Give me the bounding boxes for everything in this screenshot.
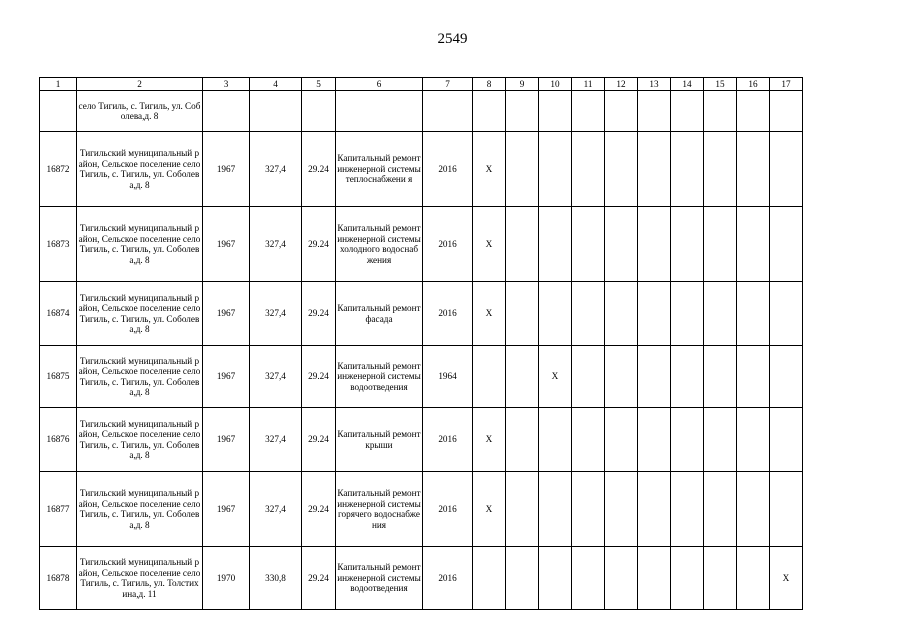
row-number: 16876 [40, 408, 77, 472]
col-header: 9 [506, 78, 539, 91]
work-type: Капитальный ремонт инженерной системы теплоснабжени я [336, 132, 423, 207]
row-number: 16877 [40, 472, 77, 547]
table-row [40, 207, 803, 282]
row-number: 16872 [40, 132, 77, 207]
row-number: 16875 [40, 346, 77, 408]
table-row [40, 132, 803, 207]
build-year: 1967 [203, 472, 250, 547]
page-number: 2549 [437, 31, 468, 47]
table-row [40, 472, 803, 547]
plan-year: 2016 [423, 207, 473, 282]
area-cell: 327,4 [250, 346, 302, 408]
work-type: Капитальный ремонт инженерной системы горячего водоснабжения [336, 472, 423, 547]
address-cell: Тигильский муниципальный район, Сельское поселение село Тигиль, с. Тигиль, ул. Соболева,д. 8 [77, 132, 203, 207]
plan-year: 1964 [423, 346, 473, 408]
build-year: 1967 [203, 207, 250, 282]
row-number: 16873 [40, 207, 77, 282]
mark-col17 [770, 346, 803, 408]
column-number-row [40, 78, 803, 91]
mark-col17: X [770, 547, 803, 610]
col-header: 14 [671, 78, 704, 91]
plan-year: 2016 [423, 408, 473, 472]
mark-col10 [539, 547, 572, 610]
plan-year: 2016 [423, 547, 473, 610]
col-header: 7 [423, 78, 473, 91]
table-row [40, 346, 803, 408]
col-header: 2 [77, 78, 203, 91]
mark-col8: X [473, 207, 506, 282]
col-header: 1 [40, 78, 77, 91]
col-header: 15 [704, 78, 737, 91]
row-number: 16874 [40, 282, 77, 346]
mark-col10 [539, 472, 572, 547]
mark-col17 [770, 132, 803, 207]
address-cell: Тигильский муниципальный район, Сельское поселение село Тигиль, с. Тигиль, ул. Соболева,д. 8 [77, 207, 203, 282]
rate-cell: 29.24 [302, 346, 336, 408]
address-cell: Тигильский муниципальный район, Сельское поселение село Тигиль, с. Тигиль, ул. Соболева,д. 8 [77, 472, 203, 547]
mark-col10 [539, 282, 572, 346]
build-year: 1967 [203, 408, 250, 472]
row-number: 16878 [40, 547, 77, 610]
address-cell: Тигильский муниципальный район, Сельское поселение село Тигиль, с. Тигиль, ул. Соболева,д. 8 [77, 408, 203, 472]
mark-col10 [539, 207, 572, 282]
build-year: 1970 [203, 547, 250, 610]
rate-cell: 29.24 [302, 472, 336, 547]
mark-col17 [770, 472, 803, 547]
mark-col17 [770, 408, 803, 472]
area-cell: 327,4 [250, 132, 302, 207]
area-cell: 327,4 [250, 282, 302, 346]
work-type: Капитальный ремонт инженерной системы водоотведения [336, 346, 423, 408]
mark-col8 [473, 346, 506, 408]
build-year: 1967 [203, 346, 250, 408]
mark-col8: X [473, 132, 506, 207]
address-cell: Тигильский муниципальный район, Сельское поселение село Тигиль, с. Тигиль, ул. Соболева,д. 8 [77, 346, 203, 408]
area-cell: 330,8 [250, 547, 302, 610]
continuation-row [40, 91, 803, 132]
work-type: Капитальный ремонт фасада [336, 282, 423, 346]
rate-cell: 29.24 [302, 132, 336, 207]
col-header: 12 [605, 78, 638, 91]
table-row [40, 547, 803, 610]
plan-year: 2016 [423, 472, 473, 547]
col-header: 6 [336, 78, 423, 91]
area-cell: 327,4 [250, 408, 302, 472]
mark-col10: X [539, 346, 572, 408]
mark-col8: X [473, 472, 506, 547]
col-header: 8 [473, 78, 506, 91]
col-header: 13 [638, 78, 671, 91]
col-header: 10 [539, 78, 572, 91]
col-header: 5 [302, 78, 336, 91]
mark-col10 [539, 408, 572, 472]
address-cell: село Тигиль, с. Тигиль, ул. Соболева,д. 8 [77, 91, 203, 132]
address-cell: Тигильский муниципальный район, Сельское поселение село Тигиль, с. Тигиль, ул. Соболева,д. 8 [77, 282, 203, 346]
col-header: 3 [203, 78, 250, 91]
rate-cell: 29.24 [302, 282, 336, 346]
area-cell: 327,4 [250, 207, 302, 282]
build-year: 1967 [203, 132, 250, 207]
work-type: Капитальный ремонт инженерной системы водоотведения [336, 547, 423, 610]
table-row [40, 282, 803, 346]
work-type: Капитальный ремонт инженерной системы холодного водоснабжения [336, 207, 423, 282]
mark-col8: X [473, 282, 506, 346]
mark-col10 [539, 132, 572, 207]
build-year: 1967 [203, 282, 250, 346]
rate-cell: 29.24 [302, 547, 336, 610]
work-type: Капитальный ремонт крыши [336, 408, 423, 472]
area-cell: 327,4 [250, 472, 302, 547]
plan-year: 2016 [423, 132, 473, 207]
col-header: 16 [737, 78, 770, 91]
col-header: 17 [770, 78, 803, 91]
address-cell: Тигильский муниципальный район, Сельское поселение село Тигиль, с. Тигиль, ул. Толстихина,д. 11 [77, 547, 203, 610]
rate-cell: 29.24 [302, 408, 336, 472]
plan-year: 2016 [423, 282, 473, 346]
mark-col17 [770, 207, 803, 282]
mark-col8 [473, 547, 506, 610]
col-header: 11 [572, 78, 605, 91]
mark-col8: X [473, 408, 506, 472]
table-row [40, 408, 803, 472]
rate-cell: 29.24 [302, 207, 336, 282]
mark-col17 [770, 282, 803, 346]
col-header: 4 [250, 78, 302, 91]
capital-repair-table [39, 77, 803, 610]
